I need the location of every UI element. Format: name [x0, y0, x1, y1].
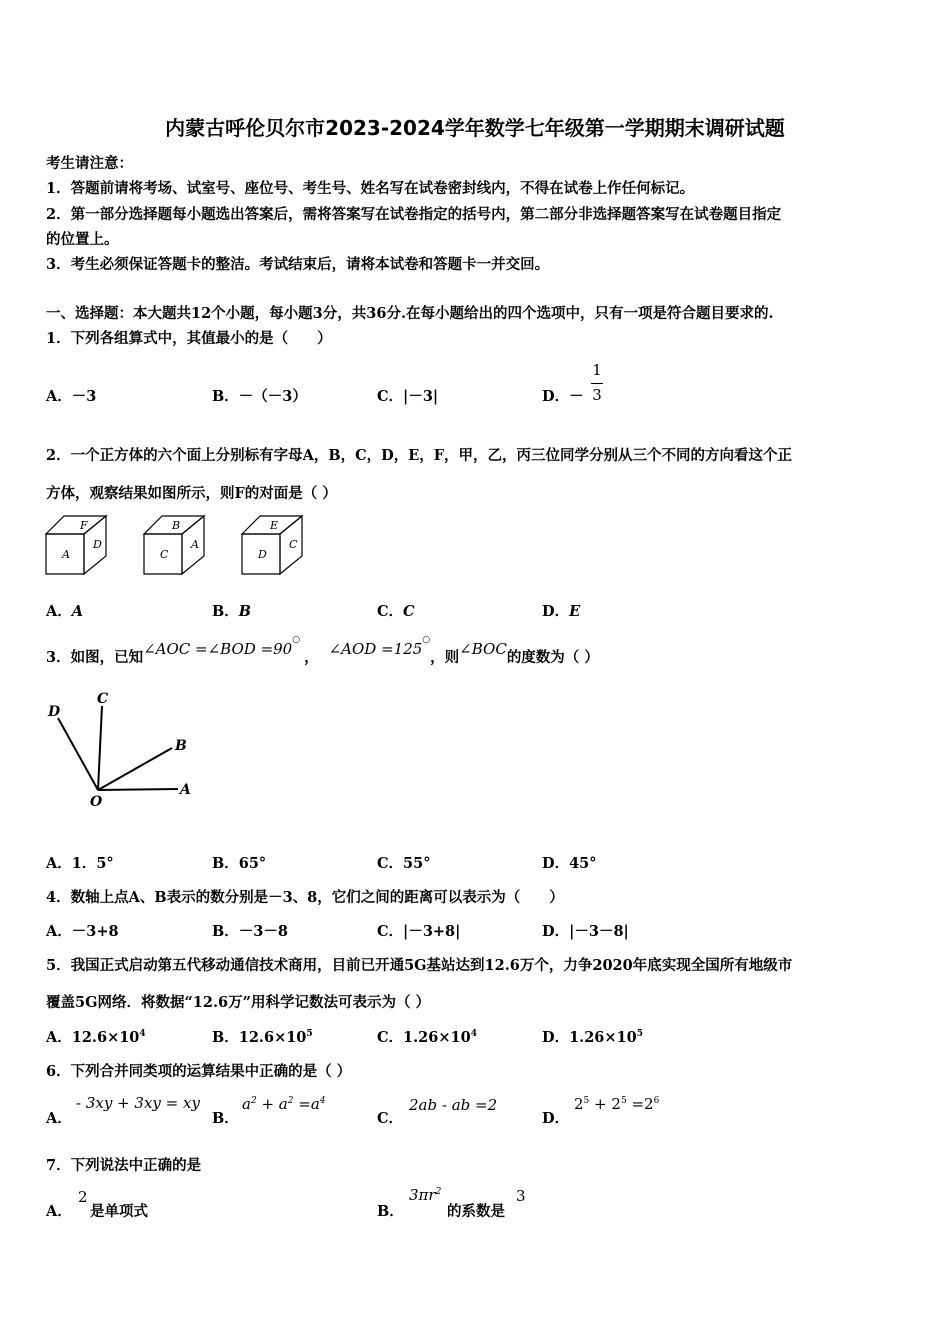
notice-item-1: 1．答题前请将考场、试室号、座位号、考生号、姓名写在试卷密封线内，不得在试卷上作任何标记。	[46, 180, 695, 197]
q1-option-d: D．－	[542, 388, 584, 405]
cube-2-front-label: C	[160, 548, 169, 561]
q3-angle-figure	[40, 688, 210, 818]
notice-item-2-cont: 的位置上。	[46, 231, 119, 248]
q2-option-a: A．A	[46, 603, 84, 620]
q4-option-c: C．|－3+8|	[377, 923, 461, 940]
q3-stem: 3．如图，已知∠AOC =∠BOD =90○， ∠AOD =125○，则∠BOC的度数为（ ）	[46, 635, 599, 666]
q1-option-b: B．－（－3）	[212, 388, 307, 405]
q7-option-a-expr: 2	[78, 1188, 88, 1206]
cube-1-side-label: D	[93, 538, 102, 551]
q6-option-c-expr: 2ab - ab =2	[409, 1096, 498, 1114]
q2-cube-figure	[40, 510, 320, 580]
cube-1	[46, 516, 106, 574]
q5-stem-1: 5．我国正式启动第五代移动通信技术商用，目前已开通5G基站达到12.6万个，力争2020年底实现全国所有地级市	[46, 957, 793, 974]
label-b: B	[175, 738, 187, 754]
q2-option-c: C．C	[377, 603, 415, 620]
cube-2-top-label: B	[172, 519, 181, 532]
q7-option-b-value: 3	[516, 1187, 526, 1205]
q6-option-a-label: A．	[46, 1110, 72, 1127]
page-title: 内蒙古呼伦贝尔市2023-2024学年数学七年级第一学期期末调研试题	[165, 116, 785, 140]
cube-3-front-label: D	[258, 548, 267, 561]
q7-option-a-label: A．	[46, 1203, 72, 1220]
q3-expr-aod: ∠AOD =125	[328, 640, 423, 658]
section-heading: 一、选择题：本大题共12个小题，每小题3分，共36分.在每小题给出的四个选项中，只有一项是符合题目要求的.	[46, 305, 774, 322]
notice-heading: 考生请注意：	[46, 155, 133, 172]
q6-option-b-label: B．	[212, 1110, 239, 1127]
cube-1-top-label: F	[80, 519, 88, 532]
cube-3-top-label: E	[270, 519, 279, 532]
q3-expr-aoc-bod: ∠AOC =∠BOD =90	[143, 640, 293, 658]
q6-option-d-label: D．	[542, 1110, 570, 1127]
q7-stem: 7．下列说法中正确的是	[46, 1157, 202, 1174]
q1-d-fraction-bar	[591, 383, 603, 384]
notice-item-2: 2．第一部分选择题每小题选出答案后，需将答案写在试卷指定的括号内，第二部分非选择题答案写在试卷题目指定	[46, 206, 782, 223]
label-a: A	[180, 782, 191, 798]
q3-option-a: A．1．5°	[46, 855, 114, 872]
cube-1-front-label: A	[62, 548, 70, 561]
q6-option-d-expr: $2^5 + 2^5 =2^6$	[574, 1095, 660, 1113]
q6-option-b-expr: $a^2 + a^2 =a^4$	[242, 1095, 326, 1113]
q1-d-numerator: 1	[592, 361, 602, 379]
q5-option-b: B．$12.6\times 10^5$	[212, 1029, 313, 1046]
q3-expr-boc: ∠BOC	[459, 640, 507, 658]
notice-item-3: 3．考生必须保证答题卡的整洁。考试结束后，请将本试卷和答题卡一并交回。	[46, 256, 550, 273]
q5-stem-2: 覆盖5G网络．将数据“12.6万”用科学记数法可表示为（ ）	[46, 994, 431, 1011]
q4-option-a: A．－3+8	[46, 923, 119, 940]
q5-option-d: D．$1.26\times 10^5$	[542, 1029, 643, 1046]
q1-option-a: A．－3	[46, 388, 97, 405]
q7-option-b-expr: $3\pi r^2$	[409, 1186, 442, 1204]
q7-option-a-text: 是单项式	[90, 1203, 148, 1220]
q4-stem: 4．数轴上点A、B表示的数分别是－3、8，它们之间的距离可以表示为（ ）	[46, 889, 564, 906]
q7-option-b-text: 的系数是	[447, 1203, 505, 1220]
q3-option-c: C．55°	[377, 855, 431, 872]
label-c: C	[97, 691, 109, 707]
label-o: O	[90, 794, 103, 810]
q3-option-b: B．65°	[212, 855, 267, 872]
label-d: D	[48, 704, 61, 720]
q6-option-c-label: C．	[377, 1110, 404, 1127]
q2-stem-1: 2．一个正方体的六个面上分别标有字母A，B，C，D，E，F，甲，乙，丙三位同学分别从三个不同的方向看这个正	[46, 447, 793, 464]
q1-d-denominator: 3	[592, 386, 602, 404]
cube-2-side-label: A	[191, 538, 199, 551]
q2-option-d: D．E	[542, 603, 581, 620]
q6-stem: 6．下列合并同类项的运算结果中正确的是（ ）	[46, 1063, 352, 1080]
cube-3	[242, 516, 302, 574]
q6-option-a-expr: - 3xy + 3xy = xy	[76, 1094, 200, 1112]
q3-option-d: D．45°	[542, 855, 597, 872]
q1-option-c: C．|－3|	[377, 388, 439, 405]
q5-option-c: C．$1.26\times 10^4$	[377, 1029, 477, 1046]
q2-option-b: B．B	[212, 603, 252, 620]
q5-option-a: A．$12.6\times 10^4$	[46, 1029, 146, 1046]
q7-option-b-label: B．	[377, 1203, 404, 1220]
q1-stem: 1．下列各组算式中，其值最小的是（ ）	[46, 330, 332, 347]
q2-stem-2: 方体，观察结果如图所示，则F的对面是（ ）	[46, 485, 337, 502]
q4-option-b: B．－3－8	[212, 923, 288, 940]
cube-3-side-label: C	[289, 538, 298, 551]
q4-option-d: D．|－3－8|	[542, 923, 629, 940]
cube-2	[144, 516, 204, 574]
